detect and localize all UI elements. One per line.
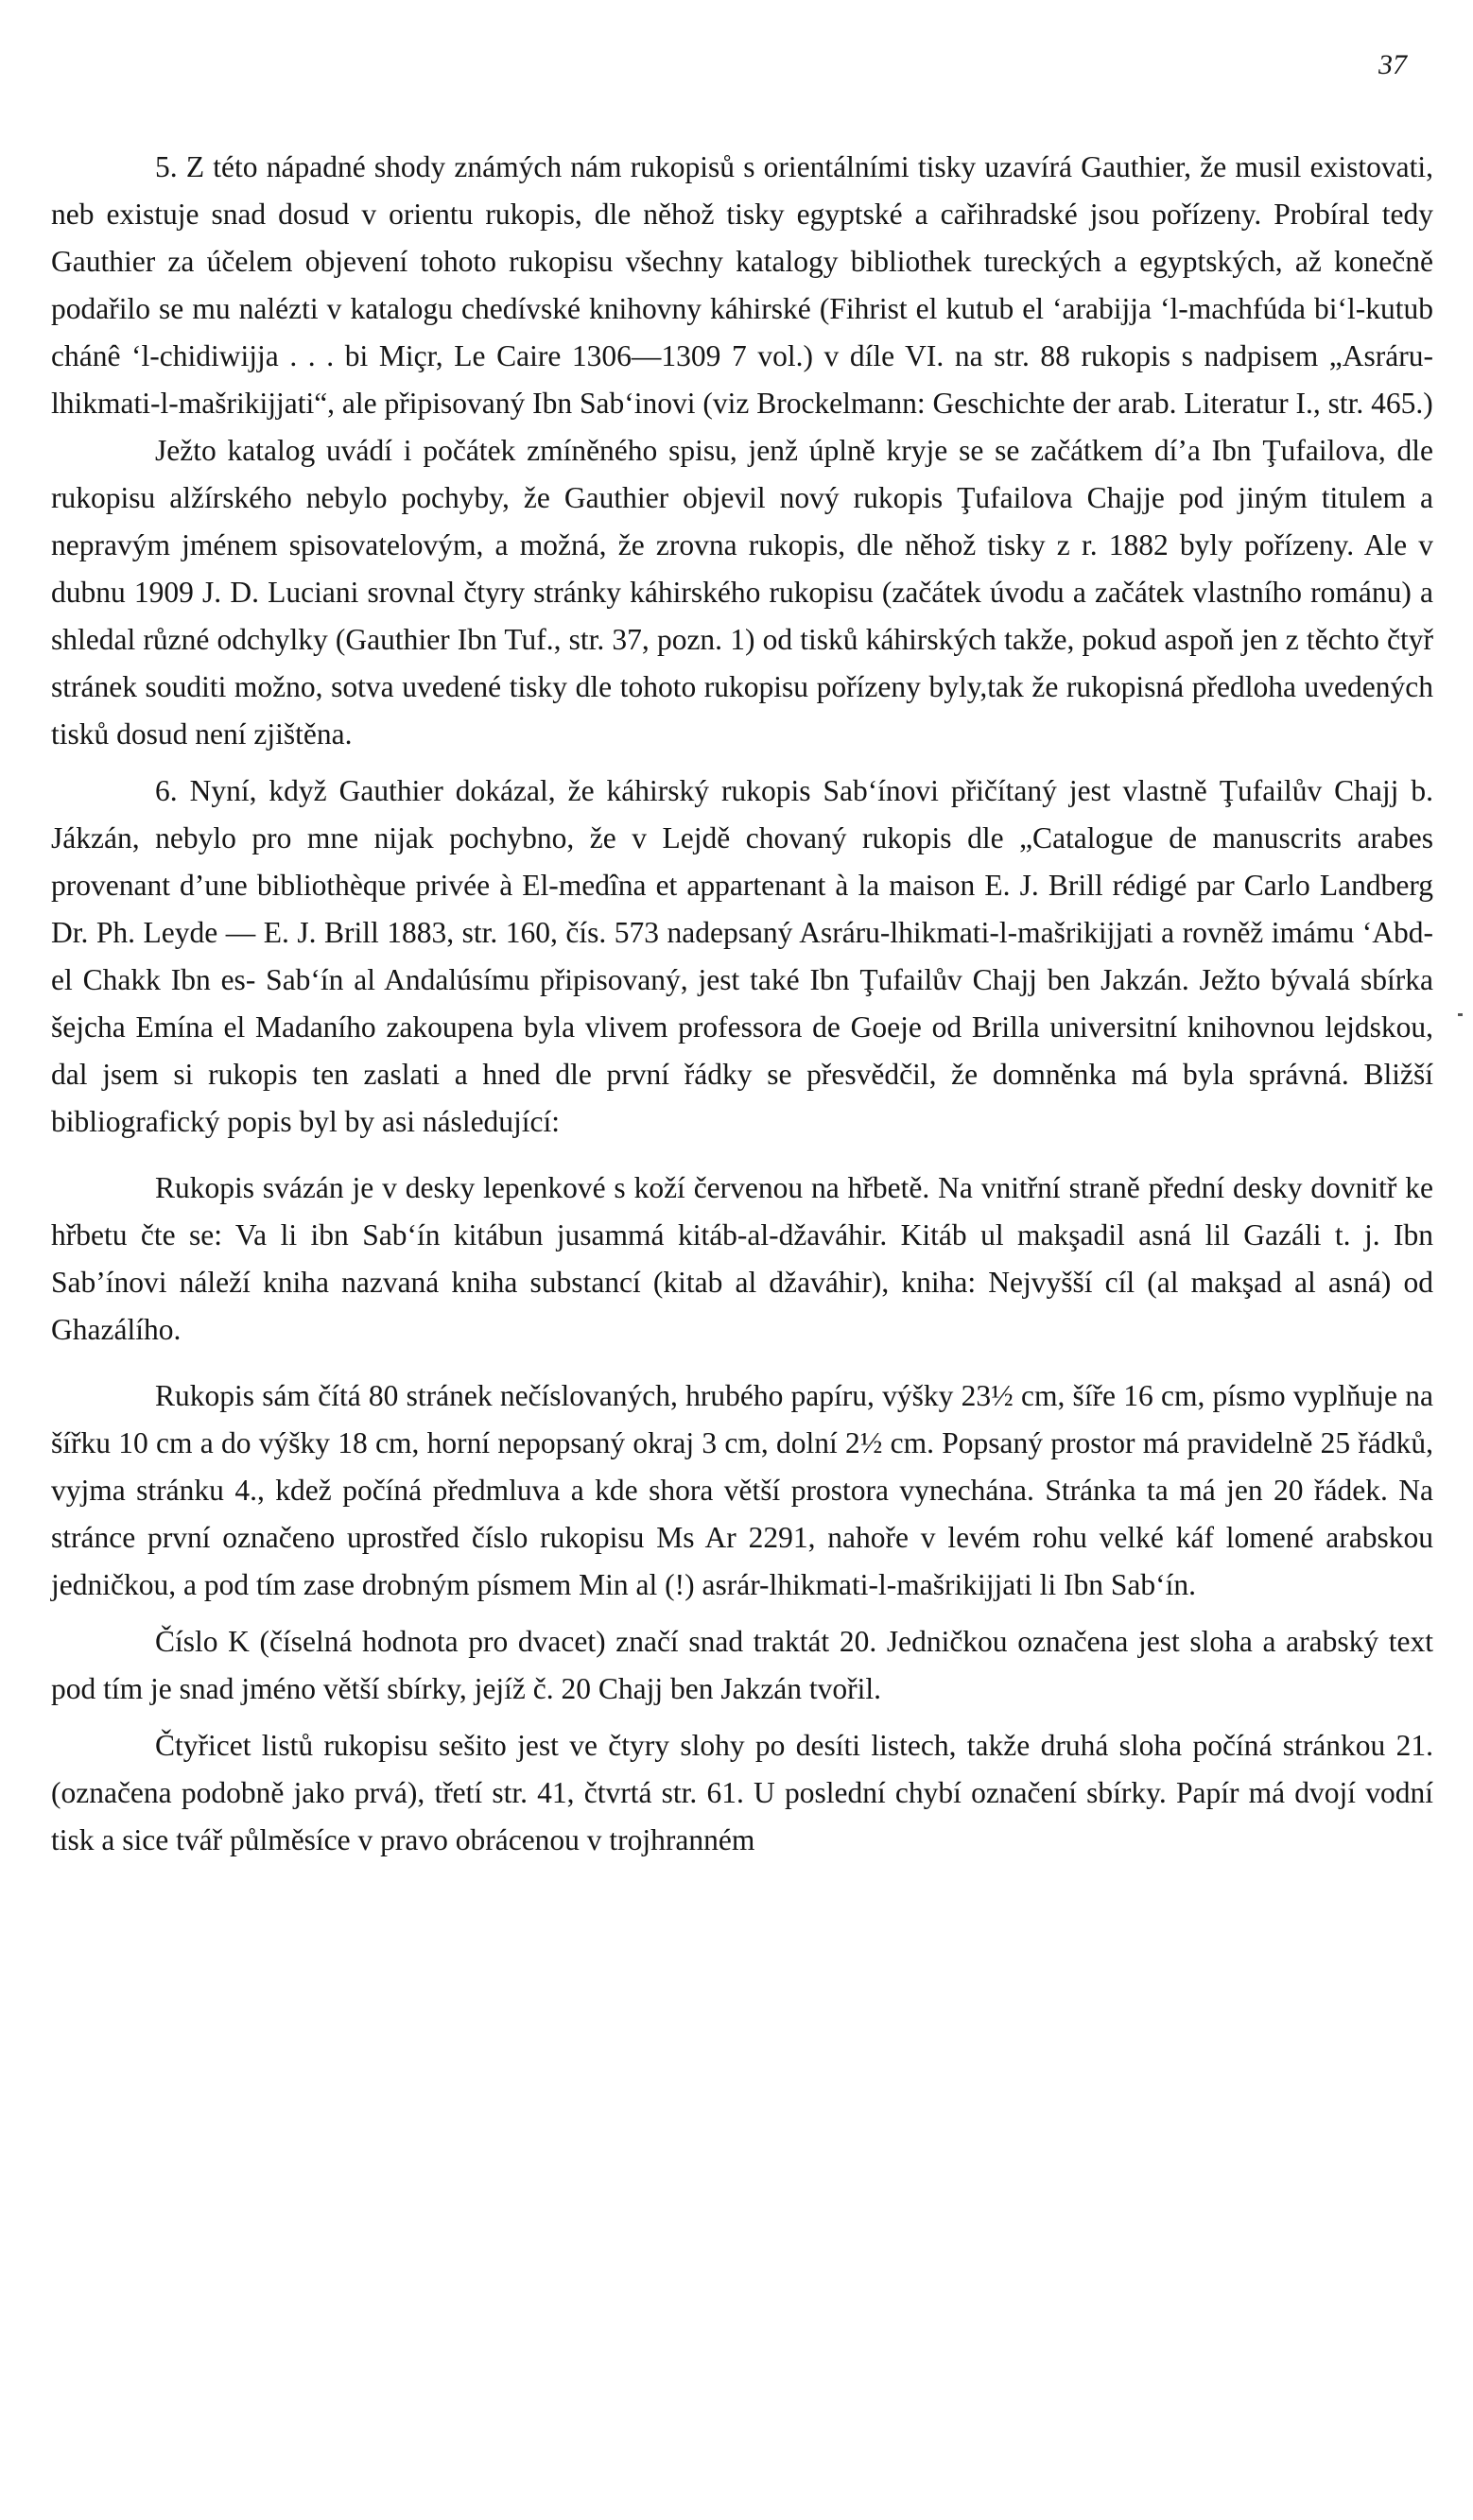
paragraph-binding-description: Rukopis svázán je v desky lepenkové s koží červenou na hřbetě. Na vnitřní straně přední desky dovnitř ke hřbetu čte se: Va li ibn Sab‘ín kitábun jusammá kitáb-al-džaváhir. Kitáb ul makşadil asná lil Gazáli t. j. Ibn Sab’ínovi náleží kniha nazvaná kniha substancí (kitab al džaváhir), kniha: Nejvyšší cíl (al makşad al asná) od Ghazálího. bbox=[51, 1171, 1433, 1346]
paragraph-5: 5. Z této nápadné shody známých nám rukopisů s orientálními tisky uzavírá Gauthier, že musil existovati, neb existuje snad dosud v orientu rukopis, dle něhož tisky egyptské a cařihradské jsou pořízeny. Probíral tedy Gauthier za účelem objevení tohoto rukopisu všechny katalogy bibliothek tureckých a egyptských, až konečně podařilo se mu nalézti v katalogu chedívské knihovny káhirské (Fihrist el kutub el ‘arabijja ‘l-machfúda bi‘l-kutub chánê ‘l-chidiwijja . . . bi Miçr, Le Caire 1306—1309 7 vol.) v díle VI. na str. 88 rukopis s nadpisem „Asráru-lhikmati-l-mašrikijjati“, ale připisovaný Ibn Sab‘inovi (viz Brockelmann: Geschichte der arab. Literatur I., str. 465.) bbox=[51, 150, 1433, 420]
body-text bbox=[51, 144, 1433, 1864]
paragraph-5-continued: Ježto katalog uvádí i počátek zmíněného spisu, jenž úplně kryje se se začátkem dí’a Ibn Ţufailova, dle rukopisu alžírského nebylo pochyby, že Gauthier objevil nový rukopis Ţufailova Chajje pod jiným titulem a nepravým jménem spisovatelovým, a možná, že zrovna rukopis, dle něhož tisky z r. 1882 byly pořízeny. Ale v dubnu 1909 J. D. Luciani srovnal čtyry stránky káhirského rukopisu (začátek úvodu a začátek vlastního románu) a shledal různé odchylky (Gauthier Ibn Tuf., str. 37, pozn. 1) od tisků káhirských takže, pokud aspoň jen z těchto čtyř stránek souditi možno, sotva uvedené tisky dle tohoto rukopisu pořízeny byly,tak že rukopisná předloha uvedených tisků dosud není zjištěna. bbox=[51, 434, 1433, 751]
margin-mark bbox=[1458, 1013, 1463, 1016]
paragraph-quires: Čtyřicet listů rukopisu sešito jest ve čtyry slohy po desíti listech, takže druhá sloha počíná stránkou 21. (označena podobně jako prvá), třetí str. 41, čtvrtá str. 61. U poslední chybí označení sbírky. Papír má dvojí vodní tisk a sice tvář půlměsíce v pravo obrácenou v trojhranném bbox=[51, 1729, 1433, 1856]
paragraph-manuscript-dimensions: Rukopis sám čítá 80 stránek nečíslovaných, hrubého papíru, výšky 23½ cm, šíře 16 cm, písmo vyplňuje na šířku 10 cm a do výšky 18 cm, horní nepopsaný okraj 3 cm, dolní 2½ cm. Popsaný prostor má pravidelně 25 řádků, vyjma stránku 4., kdež počíná předmluva a kde shora větší prostora vynechána. Stránka ta má jen 20 řádek. Na stránce první označeno uprostřed číslo rukopisu Ms Ar 2291, nahoře v levém rohu velké káf lomené arabskou jedničkou, a pod tím zase drobným písmem Min al (!) asrár-lhikmati-l-mašrikijjati li Ibn Sab‘ín. bbox=[51, 1379, 1433, 1601]
page-number: 37 bbox=[1378, 49, 1407, 80]
paragraph-6: 6. Nyní, když Gauthier dokázal, že káhirský rukopis Sab‘ínovi přičítaný jest vlastně Ţufailův Chajj b. Jákzán, nebylo pro mne nijak pochybno, že v Lejdě chovaný rukopis dle „Catalogue de manuscrits arabes provenant d’une bibliothèque privée à El-medîna et appartenant à la maison E. J. Brill rédigé par Carlo Landberg Dr. Ph. Leyde — E. J. Brill 1883, str. 160, čís. 573 nadepsaný Asráru-lhikmati-l-mašrikijjati a rovněž imámu ‘Abd-el Chakk Ibn es- Sab‘ín al Andalúsímu připisovaný, jest také Ibn Ţufailův Chajj ben Jakzán. Ježto bývalá sbírka šejcha Emína el Madaního zakoupena byla vlivem professora de Goeje od Brilla universitní knihovnou lejdskou, dal jsem si rukopis ten zaslati a hned dle první řádky se přesvědčil, že domněnka má byla správná. Bližší bibliografický popis byl by asi následující: bbox=[51, 774, 1433, 1138]
paragraph-number-k: Číslo K (číselná hodnota pro dvacet) značí snad traktát 20. Jedničkou označena jest sloha a arabský text pod tím je snad jméno větší sbírky, jejíž č. 20 Chajj ben Jakzán tvořil. bbox=[51, 1625, 1433, 1705]
